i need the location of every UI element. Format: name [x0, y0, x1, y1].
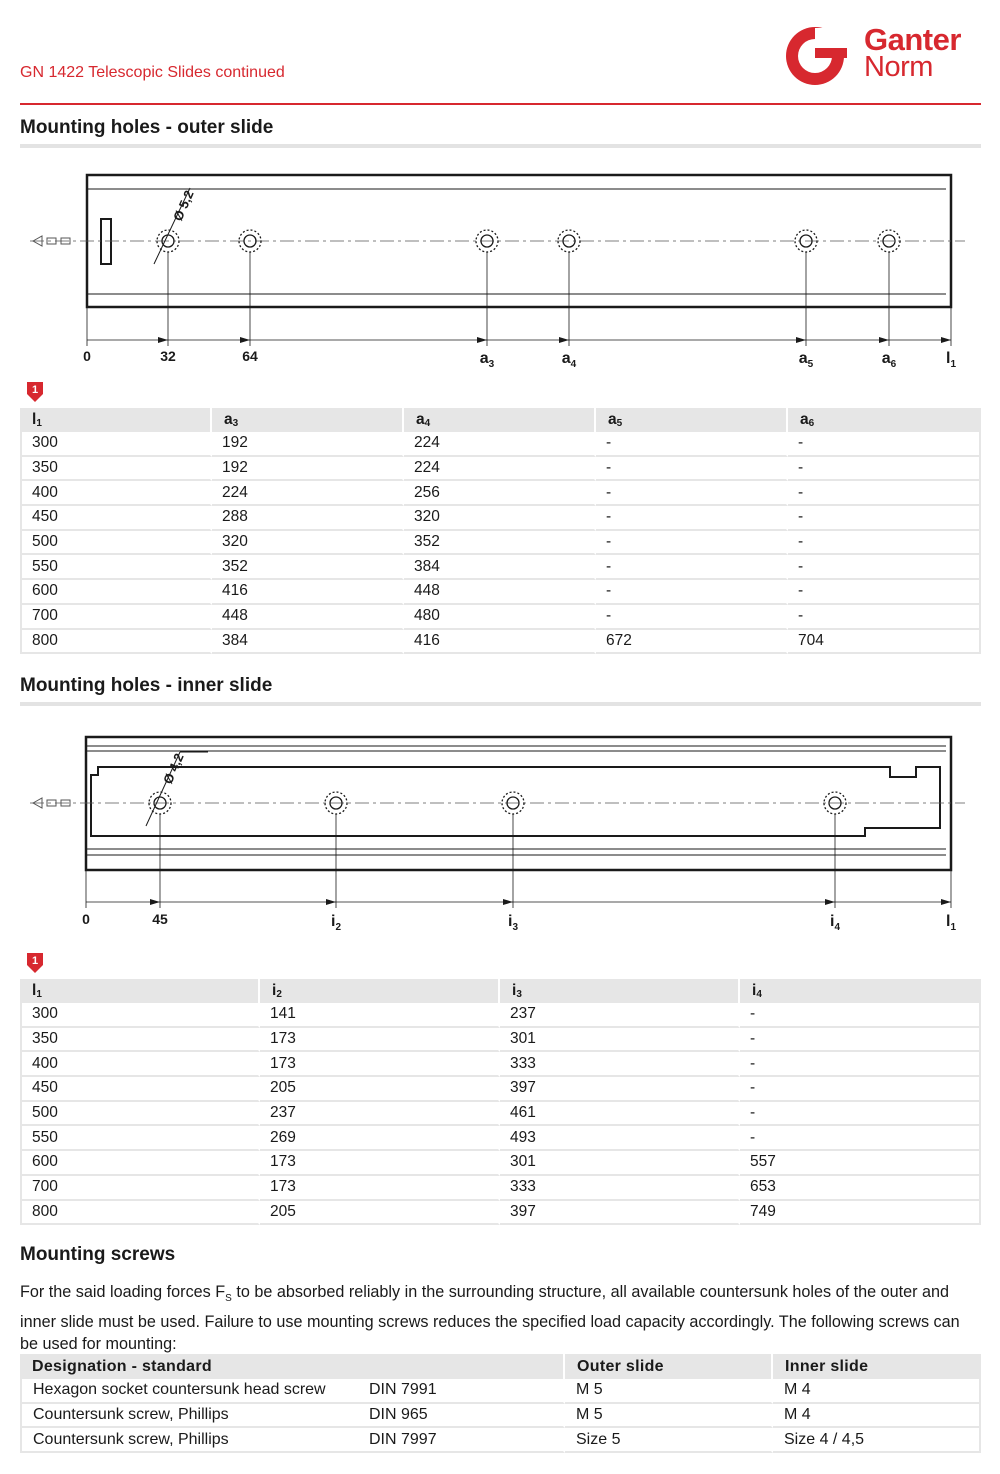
brand-logo [782, 24, 982, 88]
table-cell: 749 [740, 1201, 981, 1226]
table-cell: 704 [788, 630, 981, 655]
table-row [20, 1126, 981, 1151]
inner-dim-label: 0 [82, 911, 90, 927]
table-row [20, 580, 981, 605]
inner-dim-label: $i_2$ [330, 913, 342, 933]
table-row [20, 1379, 981, 1404]
table-row [20, 1028, 981, 1053]
inner-slide-drawing [20, 725, 981, 940]
table-cell: 173 [260, 1028, 500, 1053]
table-row [20, 481, 981, 506]
table-cell: - [788, 531, 981, 556]
table-cell: 461 [500, 1102, 740, 1127]
table-row [20, 457, 981, 482]
screw-designation-cell: Countersunk screw, Phillips DIN 7997 [20, 1428, 565, 1453]
table-cell: 320 [212, 531, 404, 556]
outer-slide-title: Mounting holes - outer slide [20, 117, 274, 138]
header-rule [20, 103, 981, 105]
inner-slide-cell: M 4 [773, 1379, 981, 1404]
table-cell: - [740, 1052, 981, 1077]
outer-slide-table [20, 408, 981, 654]
table-header-row [20, 979, 981, 1003]
table-cell: 400 [20, 1052, 260, 1077]
table-header-row [20, 408, 981, 432]
brand-name-norm: Norm [864, 51, 933, 83]
table-row [20, 630, 981, 655]
table-cell: 800 [20, 630, 212, 655]
table-cell: 448 [404, 580, 596, 605]
column-header: $i_3$ [500, 979, 740, 1003]
column-header: $l_1$ [20, 979, 260, 1003]
note-badge [26, 381, 44, 403]
table-cell: 350 [20, 1028, 260, 1053]
outer-dim-label: $a_4$ [561, 350, 577, 370]
outer-dim-label: 32 [160, 348, 176, 364]
table-cell: 653 [740, 1176, 981, 1201]
table-cell: 500 [20, 1102, 260, 1127]
table-cell: - [740, 1028, 981, 1053]
table-cell: 301 [500, 1151, 740, 1176]
table-cell: 288 [212, 506, 404, 531]
table-cell: 700 [20, 1176, 260, 1201]
table-cell: - [740, 1126, 981, 1151]
table-cell: 450 [20, 1077, 260, 1102]
table-cell: 416 [212, 580, 404, 605]
table-row [20, 531, 981, 556]
mounting-screws-table [20, 1354, 981, 1453]
column-header: $a_4$ [404, 408, 596, 432]
column-header: Designation - standard [20, 1354, 565, 1379]
inner-table-body [20, 1003, 981, 1225]
table-cell: 224 [404, 432, 596, 457]
table-cell: - [788, 580, 981, 605]
column-header: Outer slide [565, 1354, 773, 1379]
table-cell: 320 [404, 506, 596, 531]
inner-dim-label: 45 [152, 911, 168, 927]
table-cell: 550 [20, 1126, 260, 1151]
table-cell: - [740, 1003, 981, 1028]
table-cell: - [596, 555, 788, 580]
table-cell: 397 [500, 1077, 740, 1102]
table-cell: 269 [260, 1126, 500, 1151]
table-cell: 205 [260, 1077, 500, 1102]
page-subtitle: GN 1422 Telescopic Slides continued [20, 64, 285, 81]
table-cell: 600 [20, 580, 212, 605]
table-cell: 397 [500, 1201, 740, 1226]
table-cell: 352 [212, 555, 404, 580]
inner-slide-title: Mounting holes - inner slide [20, 675, 273, 696]
mounting-screws-paragraph: For the said loading forces $F_S$ to be absorbed reliably in the surrounding structure, all available countersunk holes of the outer and inner slide must be used. Failure to use mounting screws reduces the specified load capacity accordingly. The following screws can be used for mounting: [20, 1283, 960, 1354]
inner-hole-diameter: Ø 4,2 [160, 751, 187, 787]
table-header-row [20, 1354, 981, 1379]
table-cell: 550 [20, 555, 212, 580]
inner-slide-rule [20, 702, 981, 706]
table-cell: 192 [212, 457, 404, 482]
inner-slide-table [20, 979, 981, 1225]
table-cell: 700 [20, 605, 212, 630]
table-row [20, 605, 981, 630]
table-cell: 600 [20, 1151, 260, 1176]
table-cell: 237 [500, 1003, 740, 1028]
table-cell: 557 [740, 1151, 981, 1176]
table-cell: - [596, 531, 788, 556]
outer-slide-drawing [20, 160, 981, 375]
table-cell: 173 [260, 1052, 500, 1077]
outer-slide-cell: M 5 [565, 1379, 773, 1404]
outer-hole-diameter: Ø 5,2 [170, 188, 197, 224]
table-row [20, 1404, 981, 1429]
table-cell: 300 [20, 1003, 260, 1028]
outer-slide-cell: M 5 [565, 1404, 773, 1429]
table-cell: 237 [260, 1102, 500, 1127]
column-header: $l_1$ [20, 408, 212, 432]
table-cell: 350 [20, 457, 212, 482]
inner-slide-cell: Size 4 / 4,5 [773, 1428, 981, 1453]
table-row [20, 506, 981, 531]
screw-designation-cell: Hexagon socket countersunk head screw DIN 7991 [20, 1379, 565, 1404]
table-cell: - [788, 555, 981, 580]
outer-dim-label: 64 [242, 348, 258, 364]
screw-designation-cell: Countersunk screw, Phillips DIN 965 [20, 1404, 565, 1429]
table-cell: 300 [20, 432, 212, 457]
table-cell: - [788, 506, 981, 531]
table-cell: 192 [212, 432, 404, 457]
table-cell: 333 [500, 1052, 740, 1077]
outer-dim-label: 0 [83, 348, 91, 364]
table-row [20, 555, 981, 580]
inner-dim-label: $i_4$ [829, 913, 841, 933]
table-cell: 672 [596, 630, 788, 655]
table-cell: 173 [260, 1151, 500, 1176]
brand-name-ganter: Ganter [864, 22, 961, 57]
column-header: $a_5$ [596, 408, 788, 432]
outer-slide-rule [20, 144, 981, 148]
table-cell: 500 [20, 531, 212, 556]
table-cell: 493 [500, 1126, 740, 1151]
table-row [20, 1102, 981, 1127]
inner-slide-cell: M 4 [773, 1404, 981, 1429]
table-row [20, 1077, 981, 1102]
table-cell: - [596, 432, 788, 457]
table-cell: 400 [20, 481, 212, 506]
mounting-screws-title: Mounting screws [20, 1244, 176, 1265]
table-cell: - [596, 506, 788, 531]
table-cell: - [788, 432, 981, 457]
table-row [20, 432, 981, 457]
table-cell: 448 [212, 605, 404, 630]
table-row [20, 1151, 981, 1176]
table-cell: 205 [260, 1201, 500, 1226]
table-cell: - [596, 605, 788, 630]
table-row [20, 1428, 981, 1453]
note-badge [26, 952, 44, 974]
table-cell: 256 [404, 481, 596, 506]
svg-text:1: 1 [31, 384, 39, 396]
table-cell: - [596, 481, 788, 506]
table-cell: - [740, 1077, 981, 1102]
inner-dim-label: $i_3$ [507, 913, 519, 933]
table-cell: - [596, 580, 788, 605]
svg-text:1: 1 [31, 955, 39, 967]
table-cell: 141 [260, 1003, 500, 1028]
table-cell: 800 [20, 1201, 260, 1226]
outer-table-body [20, 432, 981, 654]
table-row [20, 1052, 981, 1077]
inner-dim-label: $l_1$ [945, 913, 957, 933]
outer-dim-label: $a_5$ [798, 350, 814, 370]
table-cell: - [788, 457, 981, 482]
table-cell: 173 [260, 1176, 500, 1201]
table-cell: 450 [20, 506, 212, 531]
table-cell: - [596, 457, 788, 482]
table-cell: 384 [404, 555, 596, 580]
outer-slide-cell: Size 5 [565, 1428, 773, 1453]
column-header: $i_2$ [260, 979, 500, 1003]
outer-dim-label: $a_3$ [479, 350, 495, 370]
table-cell: 384 [212, 630, 404, 655]
table-cell: 480 [404, 605, 596, 630]
ganter-norm-logo-icon [782, 24, 852, 88]
table-row [20, 1176, 981, 1201]
table-row [20, 1003, 981, 1028]
table-cell: - [740, 1102, 981, 1127]
table-cell: 224 [404, 457, 596, 482]
table-cell: 416 [404, 630, 596, 655]
outer-dim-label: $l_1$ [945, 350, 957, 370]
column-header: Inner slide [773, 1354, 981, 1379]
table-cell: - [788, 605, 981, 630]
column-header: $a_3$ [212, 408, 404, 432]
outer-dim-label: $a_6$ [881, 350, 897, 370]
table-cell: - [788, 481, 981, 506]
table-cell: 224 [212, 481, 404, 506]
column-header: $i_4$ [740, 979, 981, 1003]
table-cell: 301 [500, 1028, 740, 1053]
table-cell: 352 [404, 531, 596, 556]
table-row [20, 1201, 981, 1226]
column-header: $a_6$ [788, 408, 981, 432]
table-cell: 333 [500, 1176, 740, 1201]
